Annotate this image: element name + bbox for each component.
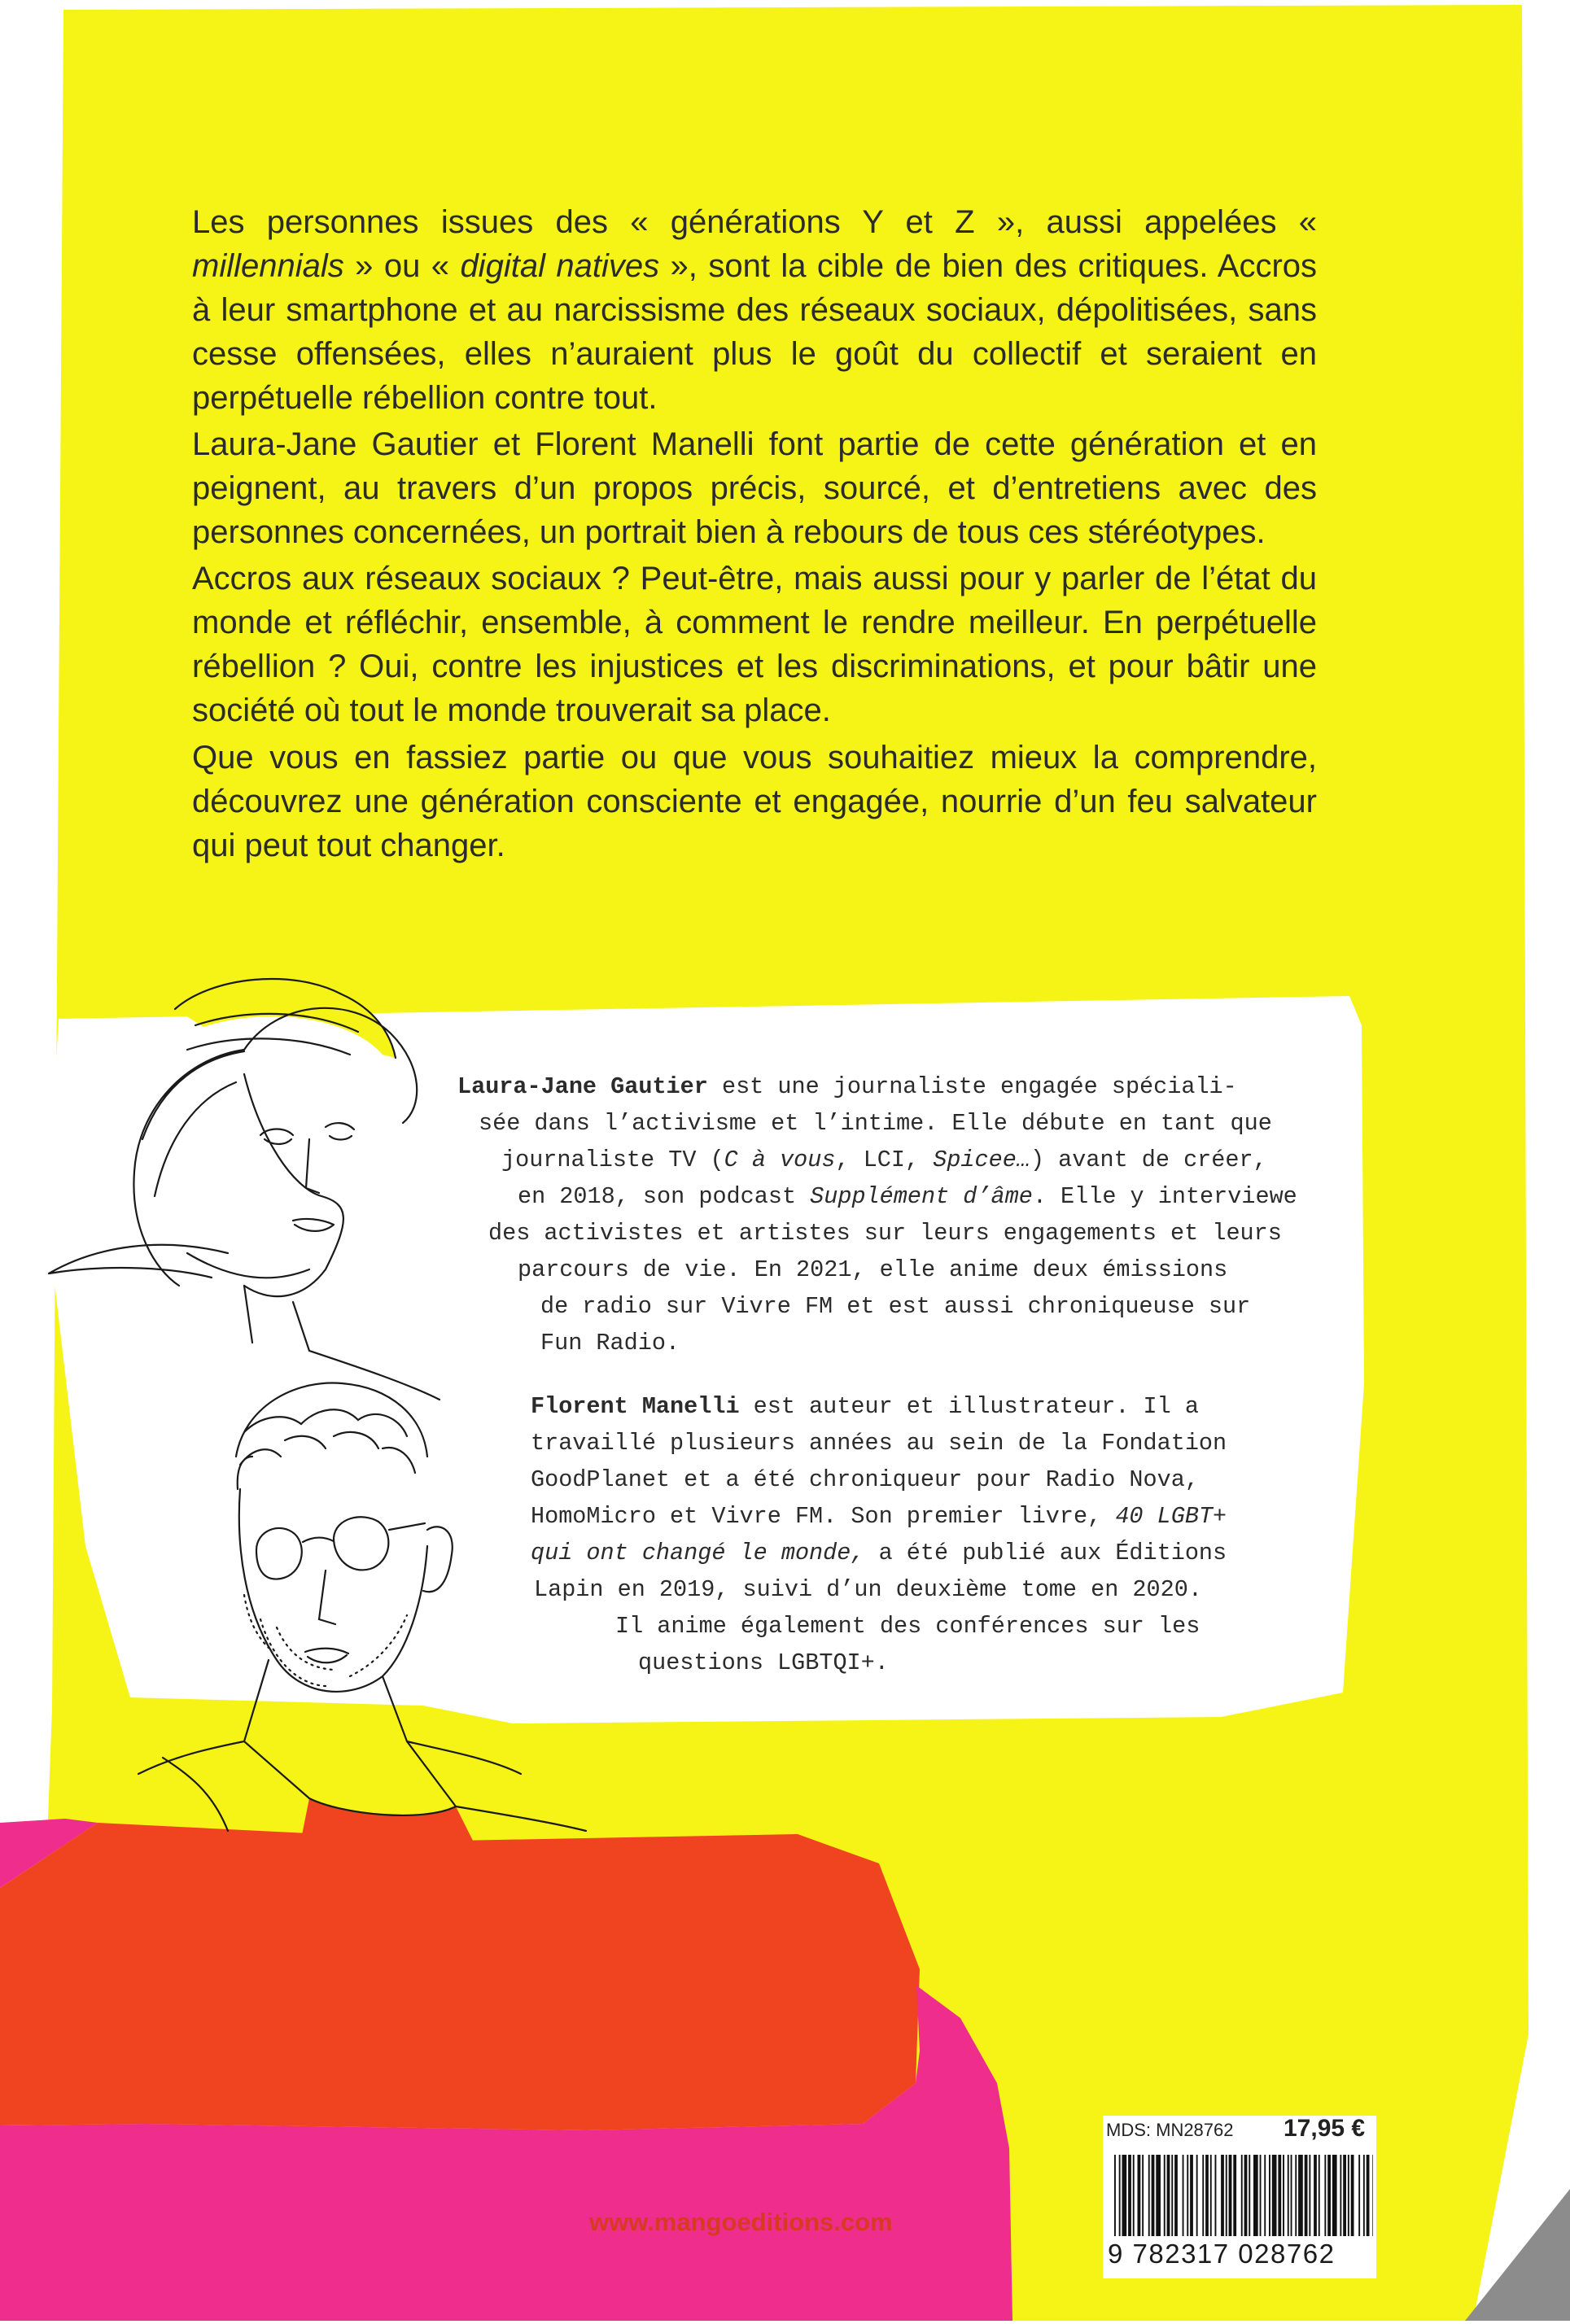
barcode-bar [1278,2155,1281,2236]
barcode-bar [1196,2155,1198,2236]
barcode-bar [1253,2155,1258,2236]
blurb-paragraph-1: Les personnes issues des « générations Y et Z », aussi appelées « millennials » ou « digital natives », sont la cible de bien des critiques. Accros à leur smartphone et au narcissisme des réseaux sociaux, dépolitisées, sans cesse offensées, elles n’auraient plus le goût du collectif et seraient en perpétuelle rébellion contre tout. [192,204,1318,416]
bio-florent-manelli: Florent Manelli est auteur et illustrateur. Il a travaillé plusieurs années au sein de la Fondation GoodPlanet et a été chroniqueur pour Radio Nova, HomoMicro et Vivre FM. Son premier livre, 40 LGBT+ qui ont changé le monde, a été publié aux Éditions Lapin en 2019, suivi d’un deuxième tome en 2020. Il anime également des conférences sur les questions LGBTQI+. [531,1393,1227,1676]
barcode-bar [1314,2155,1317,2236]
mds-price-line [1106,2115,1383,2147]
barcode-bar [1340,2155,1341,2236]
barcode-bar [1295,2155,1297,2236]
barcode-bar [1187,2155,1188,2236]
barcode-bar [1319,2155,1320,2236]
barcode-bar [1363,2155,1365,2236]
barcode-bar [1133,2155,1135,2236]
barcode-bar [1215,2155,1217,2236]
barcode-bar [1327,2155,1331,2236]
blurb-paragraph-2: Laura-Jane Gautier et Florent Manelli font partie de cette génération et en peignent, au travers d’un propos précis, sourcé, et d’entretiens avec des personnes concernées, un portrait bien à rebours de tous ces stéréotypes. [192,426,1317,550]
barcode-bar [1233,2155,1236,2236]
barcode-bar [1226,2155,1227,2236]
barcode-bar [1343,2155,1346,2236]
barcode-bar [1244,2155,1248,2236]
barcode-bar [1152,2155,1155,2236]
barcode-bar [1305,2155,1308,2236]
barcode-bar [1164,2155,1165,2236]
bio-laura-jane-gautier: Laura-Jane Gautier est une journaliste engagée spéciali- sée dans l’activisme et l’intime. Elle débute en tant que journaliste TV (C à vous, LCI, Spicee…) avant de créer, en 2018, son podcast Supplément d’âme. Elle y interviewe des activistes et artistes sur leurs engagements et leurs parcours de vie. En 2021, elle anime deux émissions de radio sur Vivre FM et est aussi chroniqueuse sur Fun Radio. [457,1073,1297,1356]
barcode [1114,2155,1373,2236]
barcode-bar [1272,2155,1277,2236]
barcode-bar [1221,2155,1224,2236]
barcode-bar [1122,2155,1127,2236]
barcode-bar [1210,2155,1212,2236]
barcode-bar [1288,2155,1289,2236]
barcode-bar [1114,2155,1116,2236]
barcode-bar [1229,2155,1232,2236]
barcode-bar [1205,2155,1209,2236]
isbn-digits: 9 782317 028762 [1108,2239,1336,2269]
barcode-bar [1351,2155,1354,2236]
barcode-bar [1156,2155,1161,2236]
barcode-bar [1324,2155,1326,2236]
barcode-bar [1119,2155,1121,2236]
barcode-bar [1372,2155,1373,2236]
barcode-bar [1249,2155,1250,2236]
barcode-bar [1202,2155,1204,2236]
barcode-bar [1264,2155,1266,2236]
blurb-paragraph-3: Accros aux réseaux sociaux ? Peut-être, mais aussi pour y parler de l’état du monde et réfléchir, ensemble, à comment le rendre meilleur. En perpétuelle rébellion ? Oui, contre les injustices et les discriminations, et pour bâtir une société où tout le monde trouverait sa place. [192,561,1317,728]
barcode-bar [1298,2155,1303,2236]
barcode-bar [1269,2155,1270,2236]
barcode-bar [1367,2155,1370,2236]
barcode-bar [1174,2155,1178,2236]
barcode-bar [1358,2155,1360,2236]
barcode-bar [1138,2155,1141,2236]
barcode-bar [1148,2155,1150,2236]
barcode-bar [1309,2155,1310,2236]
barcode-bar [1260,2155,1262,2236]
blurb-paragraph-4: Que vous en fassiez partie ou que vous souhaitiez mieux la comprendre, découvrez une génération consciente et engagée, nourrie d’un feu salvateur qui peut tout changer. [192,740,1317,863]
barcode-bar [1241,2155,1243,2236]
barcode-bar [1142,2155,1144,2236]
barcode-bar [1283,2155,1284,2236]
barcode-bar [1190,2155,1193,2236]
publisher-website: www.mangoeditions.com [589,2208,893,2236]
barcode-bar [1167,2155,1170,2236]
barcode-bar [1291,2155,1292,2236]
barcode-bar [1128,2155,1131,2236]
barcode-bar [1171,2155,1173,2236]
price: 17,95 € [1284,2115,1366,2142]
mds-code: MDS: MN28762 [1106,2120,1234,2140]
barcode-bar [1348,2155,1349,2236]
barcode-bar [1183,2155,1184,2236]
barcode-bar [1332,2155,1337,2236]
